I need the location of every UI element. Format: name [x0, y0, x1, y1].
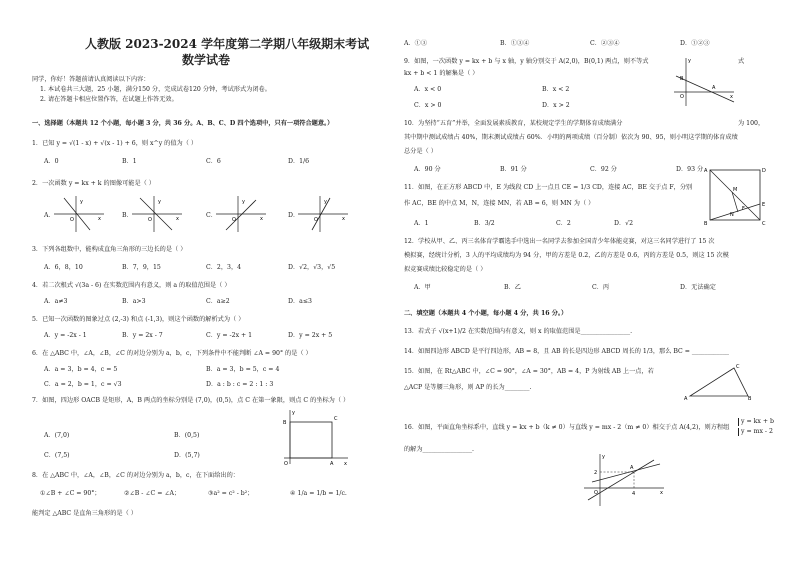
svg-text:y: y: [292, 410, 295, 416]
question-text: 为 100，: [738, 120, 765, 127]
question-stem: 3．下列各组数中，能构成直角三角形的三边长的是（ ）: [32, 246, 187, 253]
svg-text:O: O: [314, 217, 318, 223]
option-d: D．93 分: [676, 166, 704, 173]
option-a: A．x < 0: [414, 86, 442, 93]
option-d: D．1/6: [288, 158, 310, 165]
option-b: B．a = 3，b = 5，c = 4: [206, 366, 280, 373]
svg-text:O: O: [594, 490, 598, 496]
svg-text:y: y: [324, 199, 327, 205]
linear-function-figure: [672, 56, 736, 108]
svg-text:A: A: [712, 85, 716, 91]
option-a: A．: [44, 212, 55, 219]
option-d: D．√2，√3，√5: [288, 264, 336, 271]
svg-text:O: O: [148, 217, 152, 223]
condition-1: ①∠B + ∠C = 90°；: [40, 490, 101, 497]
option-d: D．无法确定: [680, 284, 716, 291]
square-figure: [702, 164, 768, 226]
svg-text:F: F: [742, 206, 745, 212]
svg-text:A: A: [330, 461, 334, 466]
option-b: B．乙: [504, 284, 521, 291]
question-text: 拟竞赛成绩比较稳定的是（ ）: [404, 266, 487, 273]
question-text: 14．如图四边形 ABCD 是平行四边形，AB = 8，且 AB 的长是四边形 ABCD 周长的 1/3，那么 BC = ____________: [404, 348, 730, 355]
question-stem: 4．若二次根式 √(3a - 6) 在实数范围内有意义，则 a 的取值范围是（ ）: [32, 282, 231, 289]
svg-text:x: x: [730, 94, 733, 100]
option-b: B．1: [122, 158, 137, 165]
question-stem: 7．如图，四边形 OACB 是矩形，A，B 两点的坐标分别是 (7,0)，(0,5)，点 C 在第一象限，则点 C 的坐标为（ ）: [32, 397, 350, 404]
svg-text:O: O: [284, 461, 288, 466]
svg-text:x: x: [344, 461, 347, 466]
option-b: B．91 分: [500, 166, 527, 173]
option-d: D．①②③: [680, 40, 710, 47]
option-d: D．x > 2: [542, 102, 570, 109]
option-c: C．a≥2: [206, 298, 230, 305]
rectangle-figure: [278, 408, 350, 466]
option-d: D．y = 2x + 5: [288, 332, 333, 339]
svg-text:x: x: [176, 216, 179, 222]
option-b: B．(0,5): [174, 432, 200, 439]
svg-text:B: B: [283, 420, 287, 426]
svg-text:C: C: [736, 364, 740, 370]
notice-line: 1. 本试卷共三大题，25 小题，满分150 分，完成试卷120 分钟，考试形式为闭卷。: [40, 86, 271, 93]
option-c: C．a = 2，b = 1，c = √3: [44, 381, 122, 388]
option-b: B．①③④: [500, 40, 530, 47]
svg-text:4: 4: [632, 491, 636, 497]
svg-text:O: O: [232, 217, 236, 223]
option-b: B．a>3: [122, 298, 146, 305]
option-a: A．(7,0): [44, 432, 70, 439]
equation-1: y = kx + b: [738, 418, 774, 426]
option-b: B．7，9，15: [122, 264, 161, 271]
svg-text:O: O: [70, 217, 74, 223]
exam-subtitle: 数学试卷: [182, 53, 231, 67]
condition-2: ②∠B - ∠C = ∠A；: [124, 490, 181, 497]
svg-text:x: x: [260, 216, 263, 222]
stray-char: 式: [738, 58, 745, 65]
question-text: 13．若式子 √(x+1)/2 在实数范围内有意义，则 x 的取值范围是________________.: [404, 328, 633, 335]
option-c: C．(7,5): [44, 452, 70, 459]
option-d: D．√2: [614, 220, 634, 227]
option-a: A．a≠3: [44, 298, 68, 305]
question-text: 10．为坚持“五育”并举，全面发展素质教育，某校规定学生的学期体育成绩满分: [404, 120, 623, 127]
svg-text:x: x: [660, 490, 663, 496]
graph-option-d: [298, 196, 348, 232]
svg-text:A: A: [704, 168, 708, 174]
question-text: 11．如图，在正方形 ABCD 中，E 为线段 CD 上一点且 CE = 1/3 CD，连接 AC，BE 交于点 F，分别: [404, 184, 693, 191]
question-stem: 8．在 △ABC 中，∠A，∠B，∠C 的对边分别为 a，b，c，在下面给出的：: [32, 472, 239, 479]
question-stem: 1．已知 y = √(1 - x) + √(x - 1) + 6，则 x^y 的值为（ ）: [32, 140, 198, 147]
svg-text:O: O: [680, 94, 684, 100]
option-d: D．(5,7): [174, 452, 200, 459]
option-b: B．: [122, 212, 133, 219]
option-a: A．①③: [404, 40, 428, 47]
exam-title: 人教版 2023-2024 学年度第二学期八年级期末考试: [85, 37, 370, 51]
question-stem: 2．一次函数 y = kx + k 的图像可能是（ ）: [32, 180, 155, 187]
svg-text:2: 2: [594, 470, 598, 476]
option-c: C．: [206, 212, 217, 219]
option-a: A．甲: [414, 284, 431, 291]
option-c: C．2，3，4: [206, 264, 242, 271]
option-c: C．y = -2x + 1: [206, 332, 253, 339]
option-a: A．90 分: [414, 166, 441, 173]
svg-text:N: N: [730, 212, 734, 218]
option-a: A．1: [414, 220, 429, 227]
condition-4: ④ 1/a = 1/b = 1/c.: [290, 490, 347, 497]
option-a: A．6，8，10: [44, 264, 83, 271]
svg-text:C: C: [762, 221, 766, 226]
notice-line: 2. 请在答题卡相应位置作答，在试题上作答无效。: [40, 96, 178, 103]
question-text: 12．学校从甲、乙、丙三名体育学霸选手中选出一名同学去参加全国青少年体能竞赛，对这三名同学进行了 15 次: [404, 238, 715, 245]
option-c: C．92 分: [590, 166, 617, 173]
option-b: B．y = 2x - 7: [122, 332, 163, 339]
option-b: B．x < 2: [542, 86, 570, 93]
option-c: C．②③④: [590, 40, 620, 47]
graph-option-a: [54, 196, 104, 232]
option-d: D．: [288, 212, 300, 219]
svg-text:y: y: [158, 199, 161, 205]
option-a: A．y = -2x - 1: [44, 332, 87, 339]
option-c: C．6: [206, 158, 221, 165]
svg-text:E: E: [762, 202, 766, 208]
svg-text:A: A: [684, 396, 688, 402]
equation-2: y = mx - 2: [738, 428, 773, 436]
option-c: C．丙: [592, 284, 610, 291]
question-stem: kx + b < 1 的解集是（ ）: [404, 70, 479, 77]
svg-text:y: y: [242, 199, 245, 205]
svg-text:M: M: [733, 187, 738, 193]
question-text: 16．如图，平面直角坐标系中，直线 y = kx + b（k ≠ 0）与直线 y = mx - 2（m ≠ 0）相交于点 A(4,2)，则方程组: [404, 424, 730, 431]
question-text: 模拟赛，经统计分析，3 人的平均成绩均为 94 分，甲的方差是 0.2，乙的方差是 0.6，丙的方差是 0.5，则这 15 次模: [404, 252, 729, 259]
svg-text:C: C: [334, 416, 338, 422]
notice-line: 同学，你好！答题前请认真阅读以下内容：: [32, 76, 150, 83]
triangle-figure: [684, 362, 754, 402]
option-c: C．x > 0: [414, 102, 442, 109]
svg-text:B: B: [704, 221, 708, 226]
question-text: 其中期中测试成绩占 40%，期末测试成绩占 60%．小明的两项成绩（百分制）依次为 90、95，则小明这学期的体育成绩: [404, 134, 738, 141]
question-tail: 能判定 △ABC 是直角三角形的是（ ）: [32, 510, 137, 517]
section-title: 一、选择题（本题共 12 个小题，每小题 3 分，共 36 分。A、B、C、D 四个选项中，只有一项符合题意。）: [32, 120, 334, 127]
svg-text:A: A: [630, 465, 634, 471]
option-d: D．a : b : c = 2 : 1 : 3: [206, 381, 274, 388]
graph-option-b: [132, 196, 182, 232]
svg-text:B: B: [680, 76, 684, 82]
option-a: A．a = 3，b = 4，c = 5: [44, 366, 118, 373]
question-text: 15．如图，在 Rt△ABC 中，∠C = 90°，∠A = 30°，AB = 4，P 为射线 AB 上一点，若: [404, 368, 654, 375]
condition-3: ③a² = c² - b²；: [208, 490, 254, 497]
question-text: 总分是（ ）: [404, 148, 437, 155]
question-stem: 6．在 △ABC 中，∠A，∠B，∠C 的对边分别为 a，b，c，下列条件中不能判断 ∠A = 90° 的是（ ）: [32, 350, 312, 357]
svg-text:D: D: [762, 168, 766, 174]
option-c: C．2: [556, 220, 571, 227]
question-text: 作 AC，BE 的中点 M，N，连接 MN，若 AB = 6，则 MN 为（ ）: [404, 200, 595, 207]
graph-option-c: [216, 196, 266, 232]
option-a: A．0: [44, 158, 59, 165]
svg-text:y: y: [602, 454, 605, 460]
question-stem: 9．如图，一次函数 y = kx + b 与 x 轴，y 轴分别交于 A(2,0)，B(0,1) 两点，则不等式: [404, 58, 649, 65]
question-text: △ACP 是等腰三角形，则 AP 的长为________.: [404, 384, 532, 391]
question-stem: 5．已知一次函数的图象过点 (2,-3) 和点 (-1,3)，则这个函数的解析式为（ ）: [32, 316, 245, 323]
question-text: 的解为________________.: [404, 446, 475, 453]
svg-text:x: x: [98, 216, 101, 222]
intersecting-lines-figure: [582, 452, 666, 508]
svg-text:y: y: [688, 58, 691, 64]
option-b: B．3/2: [474, 220, 495, 227]
option-d: D．a≤3: [288, 298, 312, 305]
section-title: 二、填空题（本题共 4 个小题，每小题 4 分，共 16 分。）: [404, 310, 568, 317]
svg-text:y: y: [80, 199, 83, 205]
svg-text:B: B: [748, 396, 752, 402]
svg-text:x: x: [342, 216, 345, 222]
